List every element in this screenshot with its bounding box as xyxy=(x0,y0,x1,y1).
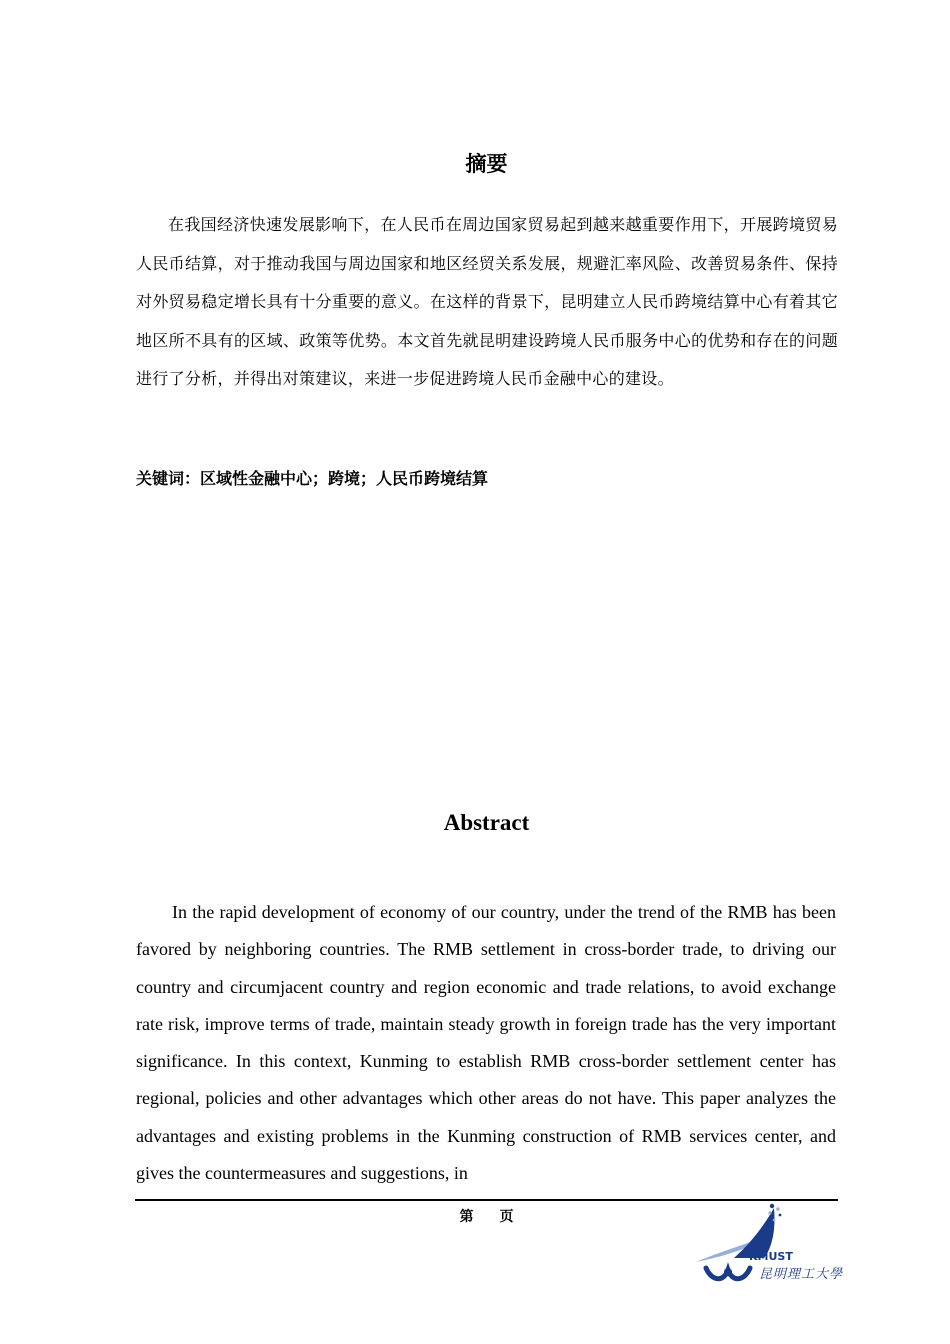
page-suffix: 页 xyxy=(499,1209,514,1225)
page-prefix: 第 xyxy=(459,1209,474,1225)
university-name-script: 昆明理工大學 xyxy=(759,1267,844,1282)
keywords-line: 关键词：区域性金融中心；跨境；人民币跨境结算 xyxy=(136,469,489,488)
english-abstract-body: In the rapid development of economy of our country, under the trend of the RMB has been favored by neighboring countries. The RMB settlement in cross-border trade, to driving our country and circumjacent country and region economic and trade relations, to avoid exchange rate risk, improve terms of trade, maintain steady growth in foreign trade has the very important significance. In this context, Kunming to establish RMB cross-border settlement center has regional, policies and other advantages which other areas do not have. This paper analyzes the advantages and existing problems in the Kunming construction of RMB services center, and gives the countermeasures and suggestions, in xyxy=(136,902,836,1184)
chinese-abstract-title: 摘要 xyxy=(465,152,508,176)
english-abstract-title: Abstract xyxy=(443,810,530,835)
chinese-abstract-body: 在我国经济快速发展影响下，在人民币在周边国家贸易起到越来越重要作用下，开展跨境贸易人民币结算，对于推动我国与周边国家和地区经贸关系发展，规避汇率风险、改善贸易条件、保持对外贸易稳定增长具有十分重要的意义。在这样的背景下，昆明建立人民币跨境结算中心有着其它地区所不具有的区域、政策等优势。本文首先就昆明建设跨境人民币服务中心的优势和存在的问题进行了分析，并得出对策建议，来进一步促进跨境人民币金融中心的建设。 xyxy=(136,215,838,388)
logo-text: KMUST xyxy=(749,1250,793,1263)
